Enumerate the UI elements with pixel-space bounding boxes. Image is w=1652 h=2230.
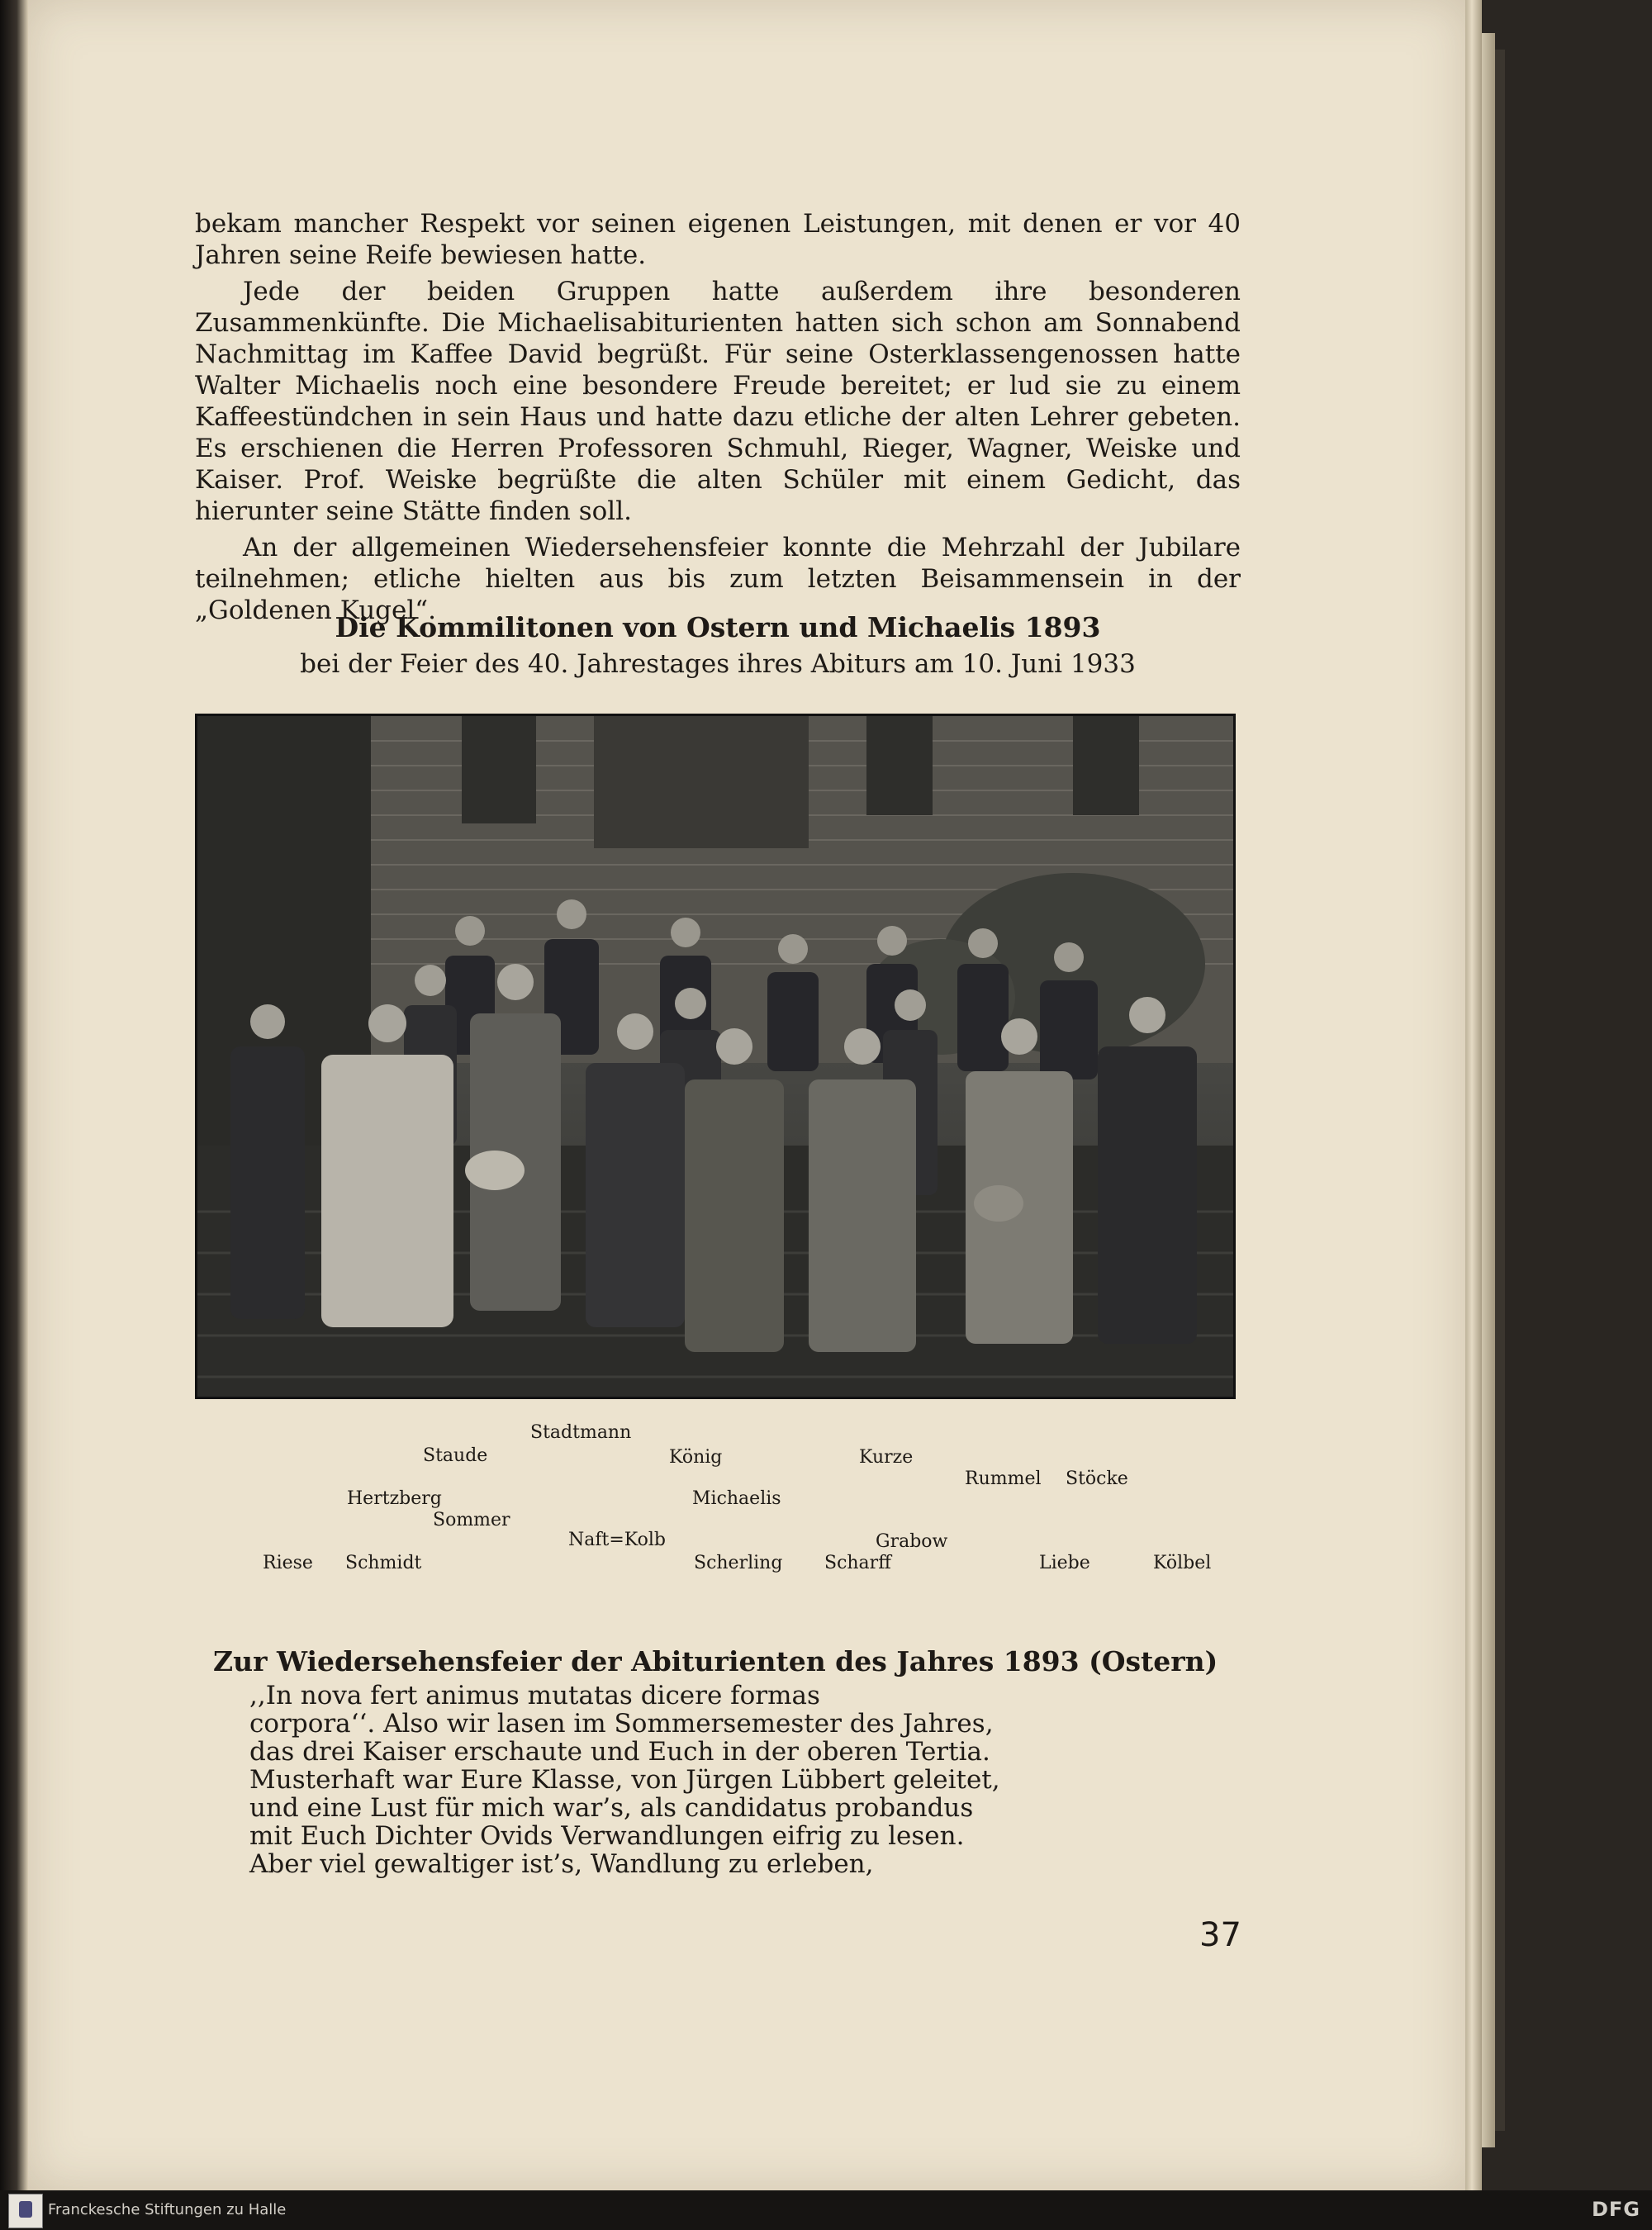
poem-body <box>249 1682 1241 1878</box>
photo-name-label: Liebe <box>1039 1553 1090 1573</box>
photo-name-label: Michaelis <box>692 1488 781 1509</box>
paragraph-2: Jede der beiden Gruppen hatte außerdem ihre besonderen Zusammenkünfte. Die Michaelisabiturienten hatten sich schon am Sonnabend Nachmittag im Kaffee David begrüßt. Für seine Osterklassengenossen hatte Walter Michaelis noch eine besondere Freude bereitet; er lud sie zu einem Kaffeestündchen in sein Haus und hatte dazu etliche der alten Lehrer gebeten. Es erschienen die Herren Professoren Schmuhl, Rieger, Wagner, Weiske und Kaiser. Prof. Weiske begrüßte die alten Schüler mit einem Gedicht, das hierunter seine Stätte finden soll. <box>195 277 1241 526</box>
photo-name-label: Grabow <box>876 1531 948 1552</box>
institution-name: Franckesche Stiftungen zu Halle <box>48 2201 287 2218</box>
viewer-footer-bar <box>0 2190 1652 2230</box>
photo-name-label: Kurze <box>859 1447 914 1468</box>
photo-name-label: König <box>669 1447 723 1468</box>
poem-line: corpora‘‘. Also wir lasen im Sommersemester des Jahres, <box>249 1709 994 1739</box>
poem-line: ,,In nova fert animus mutatas dicere formas <box>249 1681 820 1710</box>
facing-page-edge <box>0 0 28 2190</box>
photo-name-label: Scharff <box>824 1553 891 1573</box>
page-stack-edge <box>1465 0 1482 2190</box>
dfg-logo[interactable]: DFG <box>1591 2198 1640 2221</box>
page-number: 37 <box>1199 1916 1241 1954</box>
photo-name-label: Schmidt <box>345 1553 422 1573</box>
poem-line: das drei Kaiser erschaute und Euch in der oberen Tertia. <box>249 1737 990 1767</box>
photo-caption-title: Die Kommilitonen von Ostern und Michaelis 1893 <box>335 611 1101 643</box>
photo-name-label: Staude <box>423 1445 488 1466</box>
institution-logo-icon[interactable] <box>8 2194 43 2228</box>
photo-name-label: Stadtmann <box>530 1422 632 1443</box>
page-stack-edge <box>1482 33 1495 2147</box>
poem-line: mit Euch Dichter Ovids Verwandlungen eifrig zu lesen. <box>249 1821 965 1851</box>
photo-name-label: Rummel <box>965 1468 1042 1489</box>
paragraph-3: An der allgemeinen Wiedersehensfeier konnte die Mehrzahl der Jubilare teilnehmen; etliche hielten aus bis zum letzten Beisammensein in der „Goldenen Kugel“. <box>195 533 1241 625</box>
photo-name-label: Naft=Kolb <box>568 1530 666 1550</box>
photo-name-label: Scherling <box>694 1553 783 1573</box>
poem-line: und eine Lust für mich war’s, als candidatus probandus <box>249 1793 974 1823</box>
group-photograph <box>195 714 1236 1399</box>
photo-caption-subtitle: bei der Feier des 40. Jahrestages ihres Abiturs am 10. Juni 1933 <box>300 649 1136 679</box>
poem-line: Musterhaft war Eure Klasse, von Jürgen Lübbert geleitet, <box>249 1765 1000 1795</box>
photo-name-label: Stöcke <box>1066 1468 1128 1489</box>
group-photo-illustration <box>197 716 1233 1397</box>
photo-name-label: Hertzberg <box>347 1488 442 1509</box>
body-text <box>195 208 1241 626</box>
poem-line: Aber viel gewaltiger ist’s, Wandlung zu erleben, <box>249 1849 874 1879</box>
paragraph-1: bekam mancher Respekt vor seinen eigenen Leistungen, mit denen er vor 40 Jahren seine Reife bewiesen hatte. <box>195 209 1241 270</box>
photo-name-label: Riese <box>263 1553 313 1573</box>
photo-name-label: Sommer <box>433 1510 510 1530</box>
photo-name-label: Kölbel <box>1153 1553 1212 1573</box>
book-cover-edge <box>1495 50 1505 2131</box>
poem-title: Zur Wiedersehensfeier der Abiturienten des Jahres 1893 (Ostern) <box>213 1645 1218 1677</box>
